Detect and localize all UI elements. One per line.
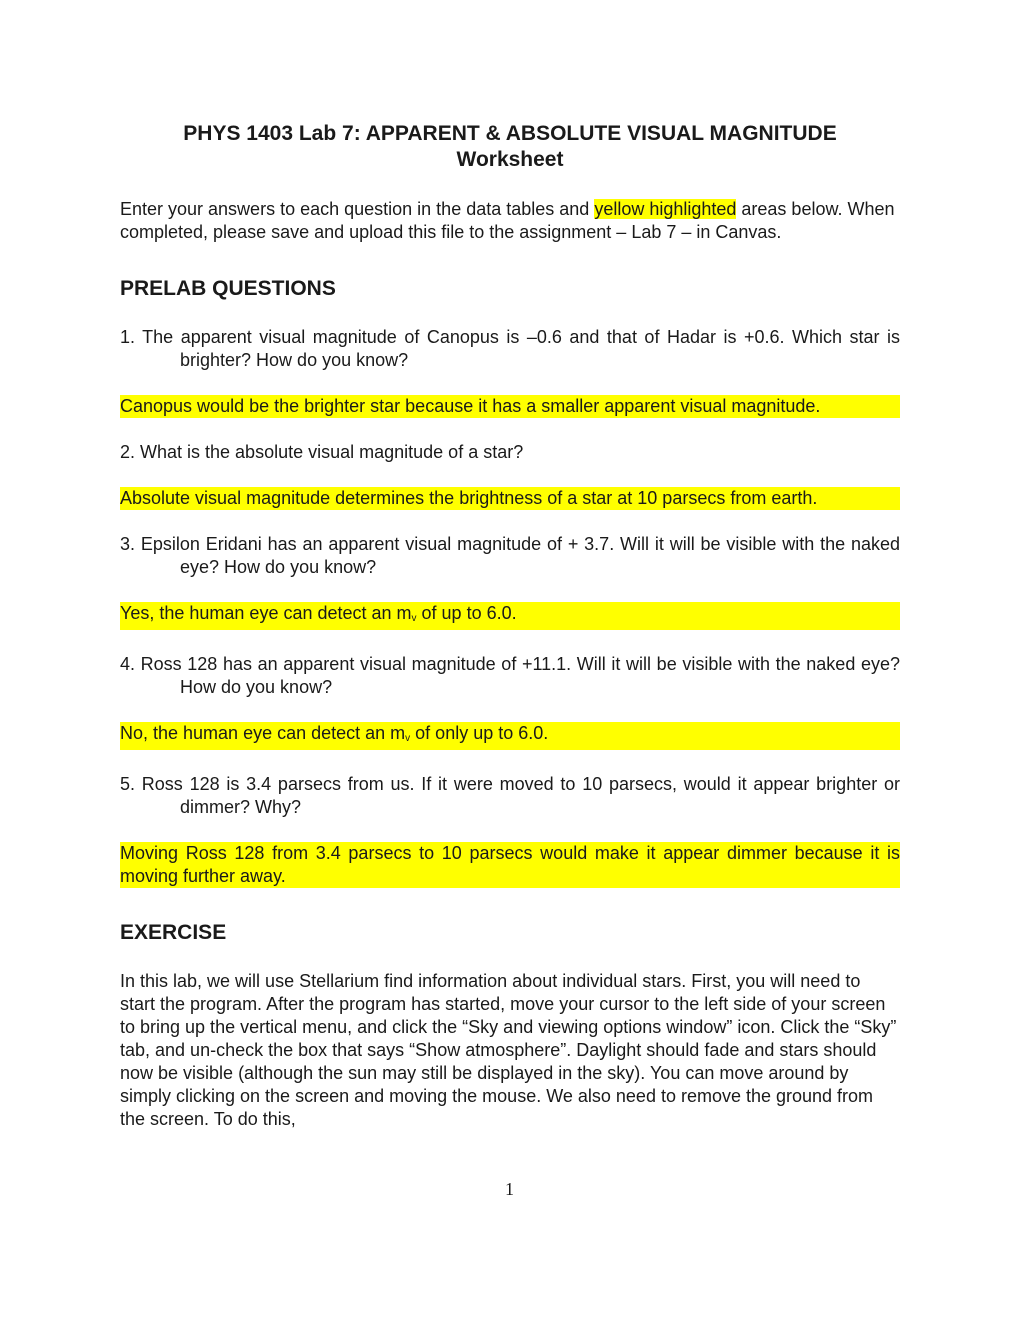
intro-highlight: yellow highlighted	[594, 199, 737, 219]
prelab-heading: PRELAB QUESTIONS	[120, 277, 336, 300]
answer-2[interactable]: Absolute visual magnitude determines the brightness of a star at 10 parsecs from earth.	[120, 487, 900, 510]
intro-text-before: Enter your answers to each question in the data tables and	[120, 199, 595, 219]
answer-3-text-after: of up to 6.0.	[416, 603, 517, 623]
page-content	[120, 121, 900, 1131]
document-title	[120, 121, 900, 173]
title-line-2: Worksheet	[456, 148, 564, 171]
intro-text-after: areas below. When completed, please save and upload this file to the assignment – Lab 7 – in Canvas.	[120, 199, 895, 242]
question-3: 3. Epsilon Eridani has an apparent visual magnitude of + 3.7. Will it will be visible with the naked eye? How do you know?	[120, 534, 900, 577]
exercise-heading: EXERCISE	[120, 921, 227, 944]
answer-3-text-before: Yes, the human eye can detect an m	[120, 603, 412, 623]
answer-4-text-after: of only up to 6.0.	[410, 723, 549, 743]
intro-paragraph	[120, 198, 900, 244]
exercise-paragraph: In this lab, we will use Stellarium find information about individual stars. First, you will need to start the program. After the program has started, move your cursor to the left side of your screen to bring up the vertical menu, and click the “Sky and viewing options window” icon. Click the “Sky” tab, and un-check the box that says “Show atmosphere”. Daylight should fade and stars should now be visible (although the sun may still be displayed in the sky). You can move around by simply clicking on the screen and moving the mouse. We also need to remove the ground from the screen. To do this,	[120, 971, 897, 1129]
answer-4-subscript: v	[405, 733, 411, 744]
question-4: 4. Ross 128 has an apparent visual magnitude of +11.1. Will it will be visible with the naked eye? How do you know?	[120, 654, 900, 697]
title-line-1: PHYS 1403 Lab 7: APPARENT & ABSOLUTE VISUAL MAGNITUDE	[183, 122, 837, 145]
question-2: 2. What is the absolute visual magnitude of a star?	[120, 442, 524, 462]
answer-4[interactable]	[120, 722, 900, 750]
answer-1[interactable]: Canopus would be the brighter star because it has a smaller apparent visual magnitude.	[120, 395, 900, 418]
answer-5[interactable]: Moving Ross 128 from 3.4 parsecs to 10 parsecs would make it appear dimmer because it is moving further away.	[120, 843, 900, 886]
question-1: 1. The apparent visual magnitude of Canopus is –0.6 and that of Hadar is +0.6. Which star is brighter? How do you know?	[120, 327, 900, 370]
page-number: 1	[505, 1179, 514, 1199]
question-5: 5. Ross 128 is 3.4 parsecs from us. If it were moved to 10 parsecs, would it appear brighter or dimmer? Why?	[120, 774, 900, 817]
answer-4-text-before: No, the human eye can detect an m	[120, 723, 406, 743]
answer-3[interactable]	[120, 602, 900, 630]
answer-3-subscript: v	[411, 613, 417, 624]
